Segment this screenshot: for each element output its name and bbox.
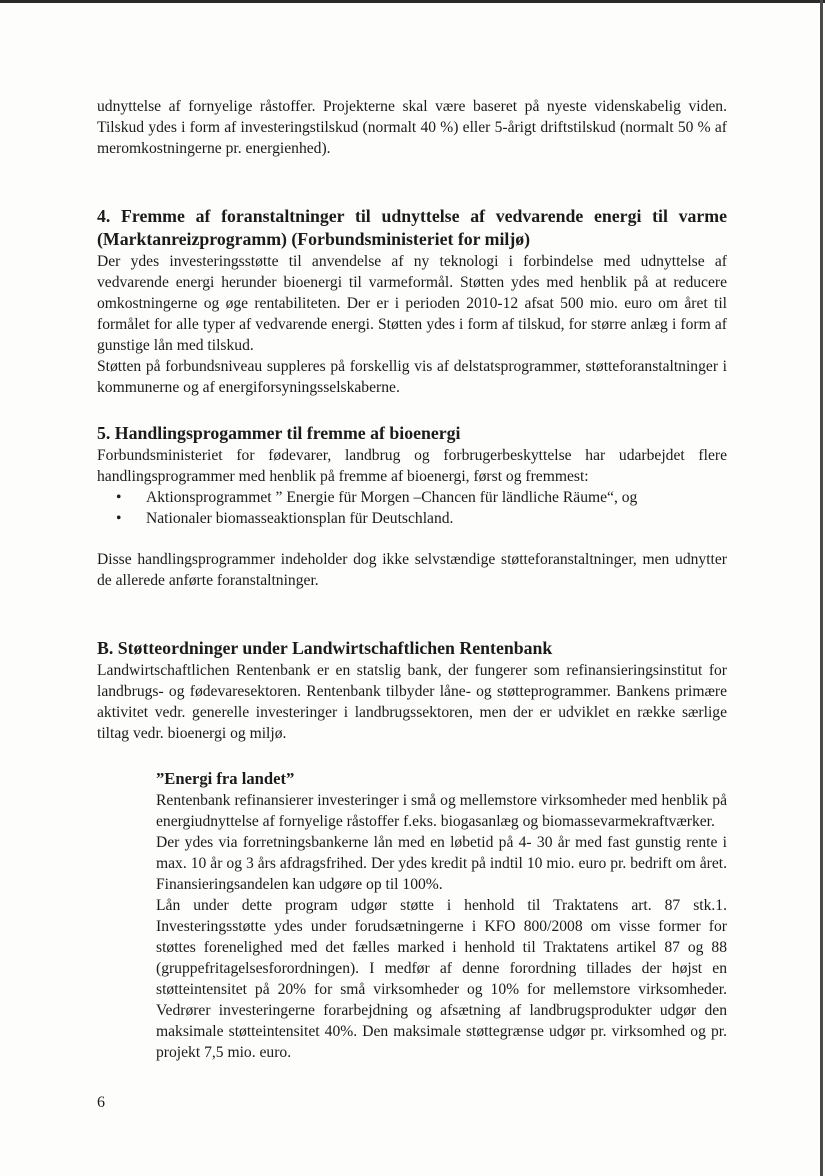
section-5-bullet-list [97,487,727,529]
document-page [97,96,727,1063]
list-item: • Nationaler biomasseaktionsplan für Deutschland. [116,510,454,527]
bullet-icon: • [116,489,122,506]
program-heading: ”Energi fra landet” [156,769,295,788]
section-5-heading: 5. Handlingsprogammer til fremme af bioenergi [97,423,461,443]
section-5-paragraph-2: Disse handlingsprogrammer indeholder dog ikke selvstændige støtteforanstaltninger, men udnytter de allerede anførte foranstaltninger. [97,551,727,589]
page-number: 6 [97,1094,105,1111]
section-b-heading: B. Støtteordninger under Landwirtschaftlichen Rentenbank [97,638,553,658]
bullet-icon: • [116,510,122,527]
section-5-paragraph-1: Forbundsministeriet for fødevarer, landbrug og forbrugerbeskyttelse har udarbejdet flere handlingsprogrammer med henblik på fremme af bioenergi, først og fremmest: [97,447,727,485]
section-4-paragraph-2: Støtten på forbundsniveau suppleres på forskellig vis af delstatsprogrammer, støtteforanstaltninger i kommunerne og af energiforsyningsselskaberne. [97,358,727,396]
program-block [156,768,727,1063]
scan-edge-top [0,0,825,3]
program-paragraph-3: Lån under dette program udgør støtte i henhold til Traktatens art. 87 stk.1. Investeringsstøtte ydes under forudsætningerne i KFO 800/2008 om visse former for støttes forenelighed med det fælles marked i henhold til Traktatens artikel 87 og 88 (gruppefritagelsesforordningen). I medfør af denne forordning tillades der højst en støtteintensitet på 20% for små virksomheder og 10% for mellemstore virksomheder. Vedrører investeringerne forarbejdning og afsætning af landbrugsprodukter udgør den maksimale støtteintensitet 40%. Den maksimale støttegrænse udgør pr. virksomhed og pr. projekt 7,5 mio. euro. [156,897,727,1061]
section-4-heading: 4. Fremme af foranstaltninger til udnyttelse af vedvarende energi til varme (Marktanreizprogramm) (Forbundsministeriet for miljø) [97,206,727,249]
list-item: • Aktionsprogrammet ” Energie für Morgen –Chancen für ländliche Räume“, og [116,489,638,506]
section-4-paragraph-1: Der ydes investeringsstøtte til anvendelse af ny teknologi i forbindelse med udnyttelse af vedvarende energi herunder bioenergi til varmeformål. Støtten ydes med henblik på at reducere omkostningerne og øge rentabiliteten. Der er i perioden 2010-12 afsat 500 mio. euro om året til formålet for alle typer af vedvarende energi. Støtten ydes i form af tilskud, for større anlæg i form af gunstige lån med tilskud. [97,253,727,354]
intro-paragraph: udnyttelse af fornyelige råstoffer. Projekterne skal være baseret på nyeste videnskabelig viden. Tilskud ydes i form af investeringstilskud (normalt 40 %) eller 5-årigt driftstilskud (normalt 50 % af meromkostningerne pr. energienhed). [97,98,727,157]
scan-edge-right [820,0,823,1176]
section-b-paragraph: Landwirtschaftlichen Rentenbank er en statslig bank, der fungerer som refinansieringsinstitut for landbrugs- og fødevaresektoren. Rentenbank tilbyder låne- og støtteprogrammer. Bankens primære aktivitet vedr. generelle investeringer i landbrugssektoren, men der er udviklet en række særlige tiltag vedr. bioenergi og miljø. [97,662,727,742]
program-paragraph-2: Der ydes via forretningsbankerne lån med en løbetid på 4- 30 år med fast gunstig rente i max. 10 år og 3 års afdragsfrihed. Der ydes kredit på indtil 10 mio. euro pr. bedrift om året. Finansieringsandelen kan udgøre op til 100%. [156,834,727,893]
program-paragraph-1: Rentenbank refinansierer investeringer i små og mellemstore virksomheder med henblik på energiudnyttelse af fornyelige råstoffer f.eks. biogasanlæg og biomassevarmekraftværker. [156,792,727,830]
